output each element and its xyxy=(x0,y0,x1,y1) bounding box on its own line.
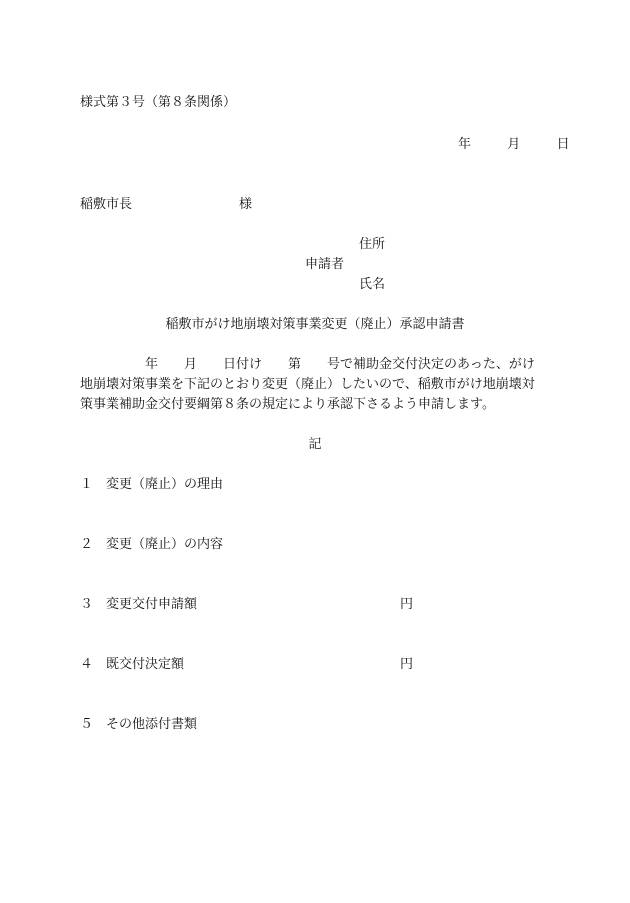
applicant-label: 申請者 xyxy=(305,257,345,272)
item-number: ４ xyxy=(80,657,94,672)
item-label: 変更（廃止）の内容 xyxy=(106,537,224,552)
form-number: 様式第３号（第８条関係） xyxy=(80,95,237,110)
list-item xyxy=(80,717,197,733)
name-label: 氏名 xyxy=(359,277,386,292)
ki-heading: 記 xyxy=(308,437,322,452)
list-item xyxy=(80,477,223,493)
body-line-3: 策事業補助金交付要綱第８条の規定により承認下さるよう申請します。 xyxy=(80,397,495,412)
list-item xyxy=(80,537,223,553)
date-year-label: 年 xyxy=(458,137,472,152)
item-number: １ xyxy=(80,477,94,492)
item-number: ２ xyxy=(80,537,94,552)
item-number: ５ xyxy=(80,717,94,732)
addressee-mayor: 稲敷市長 xyxy=(80,197,133,212)
item-number: ３ xyxy=(80,597,94,612)
item-unit: 円 xyxy=(400,657,414,672)
date-day-label: 日 xyxy=(556,137,570,152)
document-title: 稲敷市がけ地崩壊対策事業変更（廃止）承認申請書 xyxy=(165,317,465,332)
item-label: 既交付決定額 xyxy=(106,657,185,672)
date-line xyxy=(458,137,570,153)
item-label: 変更交付申請額 xyxy=(106,597,198,612)
date-month-label: 月 xyxy=(507,137,521,152)
addressee xyxy=(80,197,253,213)
address-label: 住所 xyxy=(359,237,386,252)
list-item xyxy=(80,597,414,613)
item-label: 変更（廃止）の理由 xyxy=(106,477,224,492)
body-paragraph xyxy=(80,355,560,415)
body-line-2: 地崩壊対策事業を下記のとおり変更（廃止）したいので、稲敷市がけ地崩壊対 xyxy=(80,377,535,392)
item-label: その他添付書類 xyxy=(106,717,198,732)
item-unit: 円 xyxy=(400,597,414,612)
addressee-honorific: 様 xyxy=(239,197,253,212)
list-item xyxy=(80,657,414,673)
body-line-1: 年 月 日付け 第 号で補助金交付決定のあった、がけ xyxy=(80,357,535,372)
